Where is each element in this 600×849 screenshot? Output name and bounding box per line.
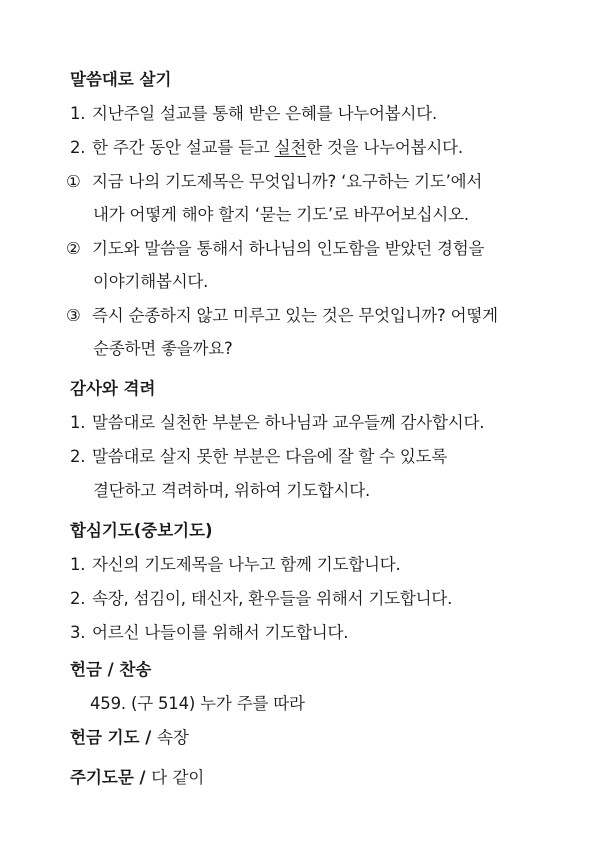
offering-prayer-value: 속장 [157, 728, 189, 747]
item-text: 말씀대로 실천한 부분은 하나님과 교우들께 감사합시다. [92, 413, 485, 432]
item-number: 1. [70, 413, 86, 432]
section-title-prayer: 합심기도(중보기도) [70, 521, 213, 540]
hymn-number-title: 459. (구 514) 누가 주를 따라 [90, 694, 305, 713]
offering-prayer-line [70, 724, 189, 748]
list-item [70, 551, 401, 575]
item-text: 말씀대로 살지 못한 부분은 다음에 잘 할 수 있도록 [92, 447, 448, 466]
item-number: 2. [70, 589, 86, 608]
question-item [66, 235, 484, 259]
circled-number-3: ③ [66, 306, 81, 325]
item-text: 어르신 나들이를 위해서 기도합니다. [92, 623, 349, 642]
item-number: 2. [70, 138, 86, 157]
item-text-continued: 결단하고 격려하며, 위하여 기도합시다. [93, 481, 371, 500]
section-title-living-by-word: 말씀대로 살기 [70, 70, 172, 89]
item-text: 자신의 기도제목을 나누고 함께 기도합니다. [92, 555, 401, 574]
list-item [70, 409, 484, 433]
item-number: 1. [70, 104, 86, 123]
item-number: 3. [70, 623, 86, 642]
question-text-continued: 이야기해봅시다. [93, 272, 209, 291]
list-item [70, 585, 452, 609]
section-title-thanks: 감사와 격려 [70, 379, 156, 398]
circled-number-1: ① [66, 172, 81, 191]
question-item [66, 168, 482, 192]
question-text-continued: 내가 어떻게 해야 할지 ‘묻는 기도’로 바꾸어보십시오. [93, 205, 469, 224]
lords-prayer-value: 다 같이 [151, 768, 205, 787]
list-item [70, 100, 437, 124]
list-item [70, 443, 447, 467]
item-number: 2. [70, 447, 86, 466]
item-number: 1. [70, 555, 86, 574]
list-item [70, 619, 348, 643]
lords-prayer-line [70, 764, 204, 788]
list-item [70, 134, 463, 158]
offering-prayer-label: 헌금 기도 / [70, 728, 158, 747]
item-text: 속장, 섬김이, 태신자, 환우들을 위해서 기도합니다. [92, 589, 453, 608]
question-item [66, 302, 498, 326]
question-text: 지금 나의 기도제목은 무엇입니까? ‘요구하는 기도’에서 [92, 172, 483, 191]
item-text-post: 한 것을 나누어봅시다. [306, 138, 463, 157]
section-title-offering: 헌금 / 찬송 [70, 660, 152, 679]
item-text-pre: 한 주간 동안 설교를 듣고 [92, 138, 275, 157]
question-text-continued: 순종하면 좋을까요? [93, 339, 233, 358]
item-text: 지난주일 설교를 통해 받은 은혜를 나누어봅시다. [92, 104, 438, 123]
item-text-underlined: 실천 [274, 138, 307, 157]
lords-prayer-label: 주기도문 / [70, 768, 152, 787]
question-text: 즉시 순종하지 않고 미루고 있는 것은 무엇입니까? 어떻게 [92, 306, 498, 325]
question-text: 기도와 말씀을 통해서 하나님의 인도함을 받았던 경험을 [92, 239, 485, 258]
circled-number-2: ② [66, 239, 81, 258]
